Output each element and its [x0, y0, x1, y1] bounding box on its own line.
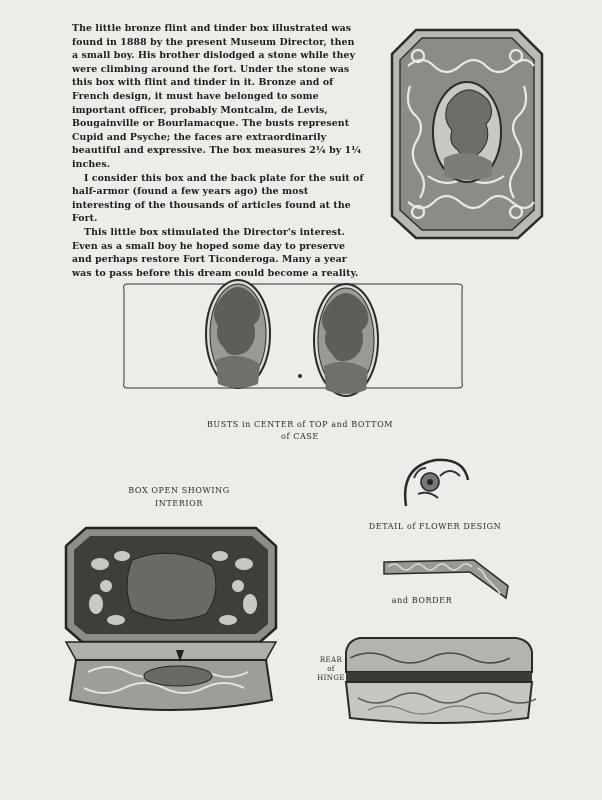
- hinge-illustration: [340, 632, 536, 728]
- box-top-illustration: [388, 26, 546, 242]
- caption-box-open: BOX OPEN SHOWING INTERIOR: [128, 486, 230, 508]
- flower-detail-illustration: [400, 454, 470, 512]
- busts-illustration: [120, 268, 466, 414]
- caption-busts: BUSTS in CENTER of TOP and BOTTOM of CASE: [206, 420, 394, 441]
- paragraph-3: This little box stimulated the Director's interest. Even as a small boy he hoped some day to preserve and perhaps restore Fort Ticonderoga. Many a year was to pass before this dream could become a reality.: [72, 226, 359, 279]
- article-text: [72, 22, 364, 280]
- caption-border: and BORDER: [391, 596, 453, 605]
- caption-flower: DETAIL of FLOWER DESIGN: [368, 522, 502, 531]
- paragraph-1: The little bronze flint and tinder box illustrated was found in 1888 by the present Museum Director, then a small boy. His brother dislodged a stone while they were climbing around the fort. Under the stone was this box with flint and tinder in it. Bronze and of French design, it must have belonged to some important officer, probably Montcalm, de Levis, Bougainville or Bourlamacque. The busts represent Cupid and Psyche; the faces are extraordinarily beautiful and expressive. The box measures 2¼ by 1¼ inches.: [72, 23, 362, 170]
- paragraph-2: I consider this box and the back plate for the suit of half-armor (found a few years ago) the most interesting of the thousands of articles found at the Fort.: [72, 172, 364, 225]
- caption-rear-hinge: REAR of HINGE: [317, 656, 345, 682]
- open-box-illustration: [60, 524, 282, 722]
